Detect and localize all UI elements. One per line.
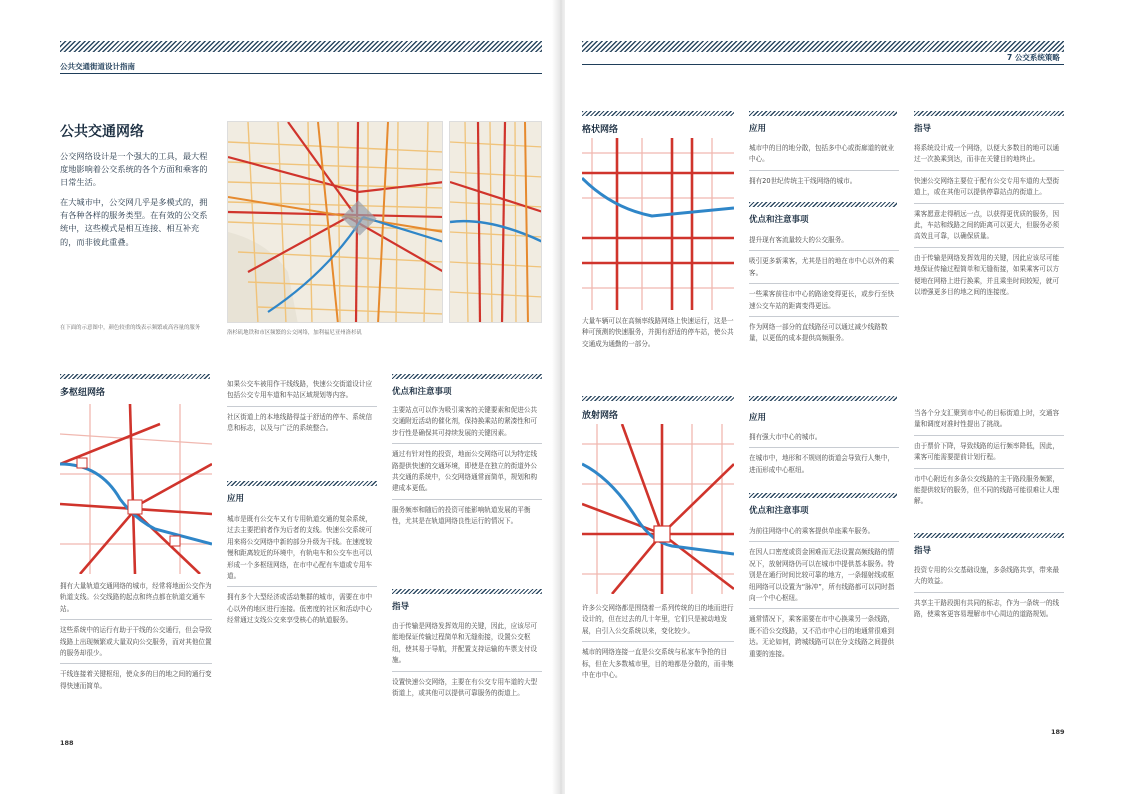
radial-title: 放射网络	[582, 411, 619, 421]
grid-adv-p2: 吸引更多新乘客，尤其是目的地在市中心以外的乘客。	[749, 257, 895, 277]
grid-app	[749, 143, 899, 187]
multi-col2-p4: 拥有多个大型经济或活动集群的城市，需要在市中心以外的地区进行连接。低密度的社区和活动中心经常通过支线公交来享受核心的轨道服务。	[227, 593, 373, 625]
multi-col3-p4: 由于传输是网络发挥效用的关键，因此，应该尽可能地保证传输过程简单和无缝衔接，设置公交枢纽，使其易于导航，并配置支持运输的车票支付设施。	[392, 622, 538, 665]
header-hatch-right	[582, 41, 1064, 52]
radial-guide	[914, 565, 1064, 621]
grid-caption: 大量车辆可以在高频率线路网络上快速运行，这是一种可预测的快速服务，并拥有舒适的停车站，使公共交通成为通勤的一部分。	[582, 317, 734, 348]
multi-col3-p5: 设置快速公交网络，主要在有公交专用车道的大型街道上，或其他可以提供可靠服务的街道上。	[392, 677, 538, 698]
multi-col3a	[392, 405, 542, 528]
multi-col2-p3: 城市是既有公交车又有专用轨道交通的复杂系统，过去主要把前者作为后者的支线。快速公交系统可用来将公交网络中新的部分升级为干线。在速度较慢和距离较近的环境中，有轨电车和公交车也可以形成一个多枢纽网络，在市中心配有车道或专用车道。	[227, 515, 373, 581]
downtown-transit-map	[449, 121, 542, 323]
grid-adv-hatch	[749, 202, 897, 207]
page-number-left: 188	[60, 739, 74, 747]
multi-col1-p2: 这些系统中的运行有助于干线的公交通行，但会导致线路上出现频繁或大量双向公交服务，而对其他位置的服务却很少。	[60, 626, 212, 658]
multi-col2a	[227, 379, 377, 435]
grid-guide-p3: 乘客愿意走得稍远一点，以获得更优质的服务，因此，车站和线路之间的距离可以更大，但服务必须高效且可靠，以确保质量。	[914, 209, 1060, 241]
intro-paragraph-1: 公交网络设计是一个强大的工具，最大程度地影响着公交系统的各个方面和乘客的日常生活。	[60, 151, 208, 188]
multi-col1-p3: 干线连接着关键枢纽，使众多的目的地之间的通行变得快速而简单。	[60, 670, 212, 690]
grid-guide-title: 指导	[914, 124, 932, 134]
divider	[914, 592, 1064, 593]
radial-app-p1: 拥有强大市中心的城市。	[749, 433, 822, 441]
multi-col3-p1: 主要站点可以作为吸引乘客的关键要素和促进公共交通附近活动的催化剂，保持换乘站的紧凑性和可步行性是确保其可持续发展的关键因素。	[392, 406, 538, 437]
grid-title: 格状网络	[582, 125, 619, 135]
multi-col2-p2: 社区街道上的本地线路得益于舒适的停车、系统信息和标志，以及与广泛的系统整合。	[227, 412, 373, 433]
radial-adv-p2: 在因人口密度或资金困难而无法设置高频线路的情况下，放射网络仍可以在城市中提供基本服务。特别是在通行时间比较可靠的地方，一条辐射线或枢纽网络可以设置为“脉冲”，所有线路都可以同时指向一个中心枢纽。	[749, 548, 895, 603]
multi-col3-p3: 服务频率和随后的投资可能影响轨道发展的平衡性，尤其是在轨道网络良性运行的情况下。	[392, 505, 531, 526]
multi-hatch	[60, 374, 210, 379]
radial-adv-p1: 为前往网络中心的乘客提供单座乘车服务。	[749, 527, 875, 535]
divider	[749, 170, 899, 171]
multi-guide-title: 指导	[392, 602, 410, 612]
grid-guide-p2: 快速公交网络主要位于配有公交专用车道的大型街道上，或在其他可以提供停靠站点的街道上。	[914, 176, 1060, 197]
radial-col3-p3: 市中心附近有多条公交线路的主干路段服务频繁，能提供较好的服务，但不同的线路可能很难让人理解。	[914, 474, 1060, 506]
grid-adv-title: 优点和注意事项	[749, 215, 809, 225]
divider	[227, 586, 377, 587]
header-rule	[60, 73, 542, 74]
divider	[914, 203, 1064, 204]
guide-hatch	[392, 589, 542, 594]
grid-app-p2: 拥有20世纪传统主干线网络的城市。	[749, 176, 857, 185]
grid-adv-p3: 一些乘客前往市中心的路途变得更长，或步行至快速公交车站的距离变得更远。	[749, 290, 895, 310]
grid-hatch	[582, 111, 734, 116]
grid-diagram	[582, 138, 734, 310]
divider	[392, 443, 542, 444]
multi-adv-title: 优点和注意事项	[392, 387, 452, 397]
radial-adv-hatch	[749, 493, 897, 498]
radial-adv-title: 优点和注意事项	[749, 506, 809, 516]
divider	[60, 619, 212, 620]
grid-guide-p1: 将系统设计成一个网络，以便大多数目的地可以通过一次换乘到达，而非在关键目的地终止。	[914, 144, 1060, 164]
divider	[749, 447, 899, 448]
la-transit-map	[227, 121, 443, 323]
multi-col2-p1: 如果公交车被用作干线线路，快速公交街道设计应包括公交专用车道和车站区域规划等内容。	[227, 380, 373, 400]
grid-adv-p4: 作为网络一部分的直线路径可以通过减少线路数量，以更低的成本提供高频服务。	[749, 323, 888, 343]
radial-col3	[914, 408, 1064, 508]
divider	[60, 663, 212, 664]
radial-guide-hatch	[914, 533, 1064, 538]
radial-caption-p1: 许多公交网络都是围绕着一系列传统的目的地而进行设计的，但在过去的几十年里，它们只是被动地发展，自引入公交系统以来，变化较少。	[582, 604, 734, 635]
radial-diagram	[582, 424, 734, 594]
section-title: 公共交通网络	[60, 124, 144, 140]
divider	[914, 170, 1064, 171]
multi-hub-title: 多枢纽网络	[60, 388, 106, 398]
divider	[749, 608, 899, 609]
grid-app-title: 应用	[749, 124, 767, 134]
multi-app-title: 应用	[227, 494, 245, 504]
radial-col3-p1: 当各个分支汇聚到市中心的目标街道上时，交通容量和调度对准时性提出了挑战。	[914, 409, 1060, 429]
divider	[392, 671, 542, 672]
divider	[749, 283, 899, 284]
multi-col2b	[227, 514, 377, 627]
left-page	[0, 0, 558, 794]
multi-col3-p2: 通过有针对性的投资，地面公交网络可以为特定线路提供快速的交通环境，即使是在独立的街道外公共交通的系统中，公交网络通常面简单，规划和构建成本更低。	[392, 450, 538, 493]
multi-col3b	[392, 621, 542, 699]
map-caption: 洛杉矶地铁和市区频繁的公交网络，加利福尼亚州洛杉矶	[227, 330, 362, 336]
radial-app-title: 应用	[749, 413, 767, 423]
header-hatch	[60, 41, 542, 52]
divider	[227, 406, 377, 407]
multi-hub-diagram	[60, 404, 212, 574]
legend-caption: 在下面的示意图中，颜色较重的线表示频繁或高容量的服务	[60, 325, 201, 331]
divider	[392, 499, 542, 500]
radial-app	[749, 432, 899, 476]
grid-app-hatch	[749, 111, 897, 116]
radial-hatch	[582, 396, 734, 401]
radial-guide-p1: 投资专用的公交基础设施，多条线路共享，带来最大的效益。	[914, 566, 1060, 586]
grid-adv	[749, 235, 899, 345]
radial-app-p2: 在城市中，地形和不规则的街道会导致行人集中，进而形成中心枢纽。	[749, 454, 895, 474]
page-number-right: 189	[1051, 728, 1065, 736]
running-head-left: 公共交通街道设计指南	[60, 62, 135, 71]
radial-col3-p2: 由于票价下降，导致线路的运行频率降低，因此，乘客可能需要提前计划行程。	[914, 441, 1060, 462]
app-hatch	[227, 481, 377, 486]
divider	[749, 316, 899, 317]
adv-hatch	[392, 374, 542, 379]
radial-adv	[749, 526, 899, 660]
grid-adv-p1: 提升现有客流量较大的公交服务。	[749, 236, 848, 244]
divider	[914, 435, 1064, 436]
multi-col1-p1: 拥有大量轨道交通网络的城市，经常将地面公交作为轨道支线。公交线路的起点和终点都在轨道交通车站。	[60, 582, 212, 613]
intro-paragraph-2: 在大城市中，公交网几乎是多模式的，拥有各种各样的服务类型。在有效的公交系统中，这些模式是相互连接、相互补充的，而非彼此重叠。	[60, 197, 208, 247]
multi-col1	[60, 581, 212, 692]
radial-guide-p2: 共享主干路段拥有共同的标志，作为一条统一的线路，使乘客更容易理解市中心周边的道路规划。	[914, 598, 1060, 619]
divider	[749, 541, 899, 542]
divider	[749, 250, 899, 251]
divider	[914, 468, 1064, 469]
grid-guide	[914, 143, 1064, 298]
running-head-right: 7 公交系统策略	[1007, 53, 1060, 62]
header-rule-right	[582, 64, 1064, 65]
radial-guide-title: 指导	[914, 546, 932, 556]
radial-adv-p3: 通常情况下，乘客需要在市中心换乘另一条线路，既不沿公交线路，又不沿市中心目的地通常很难到达。无论如何，跨城线路可以在分支线路之间提供重要的连接。	[749, 615, 895, 658]
radial-caption-p2: 城市的网络连接一直是公交系统与私家车争抢的目标，但在大多数城市里，目的地都是分散的，而非集中在市中心。	[582, 648, 734, 680]
grid-guide-hatch	[914, 111, 1064, 116]
radial-app-hatch	[749, 396, 897, 401]
right-page	[565, 0, 1123, 794]
grid-guide-p4: 由于传输是网络发挥效用的关键，因此应该尽可能地保证传输过程简单和无缝衔接，如果乘客可以方便地在网格上进行换乘，并且乘坐时间较短，就可以增强更多目的地之间的连接度。	[914, 253, 1060, 297]
divider	[914, 247, 1064, 248]
radial-caption	[582, 603, 734, 681]
divider	[582, 641, 734, 642]
grid-app-p1: 城市中的目的地分散，包括多中心或街廊道的就业中心。	[749, 144, 895, 164]
